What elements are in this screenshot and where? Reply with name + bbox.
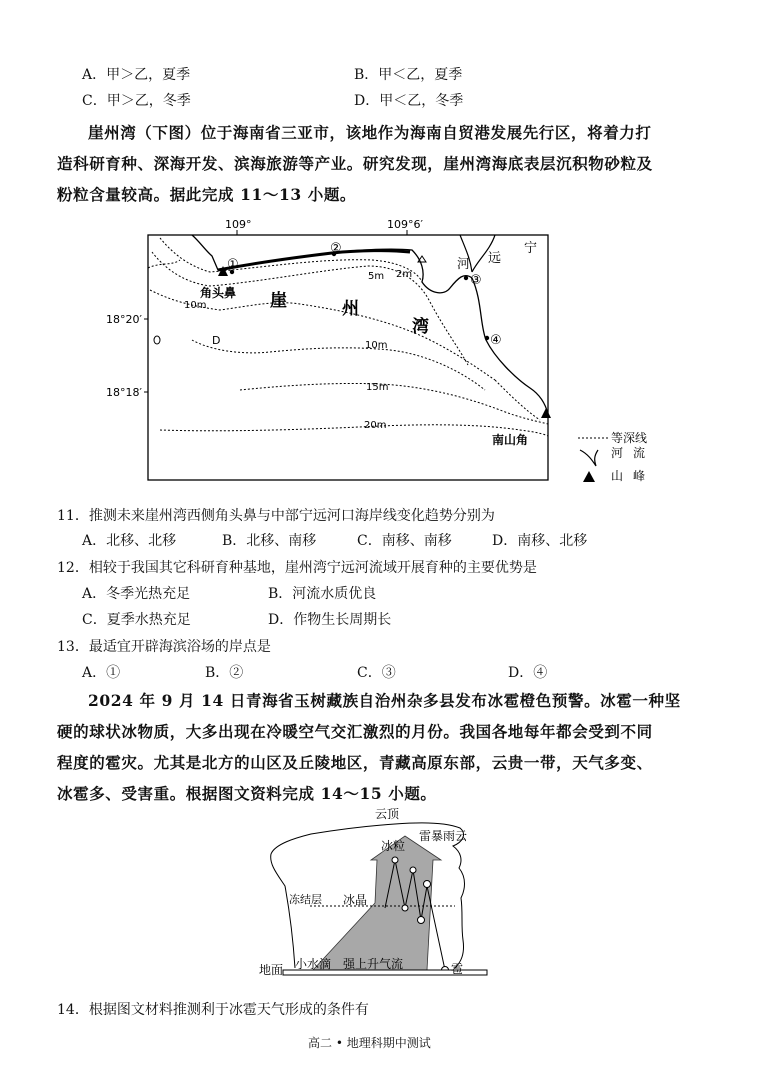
label-cape-s: 南山角 <box>492 433 529 447</box>
label-river-3: 河 <box>457 257 471 272</box>
contour-near-south <box>495 380 540 420</box>
label-river-1: 宁 <box>524 241 538 256</box>
contour-10m-b <box>192 340 485 390</box>
label-droplet: 小水滴 <box>295 957 332 971</box>
q13-option-c: C．③ <box>357 665 396 681</box>
q14-stem: 14．根据图文材料推测利于冰雹天气形成的条件有 <box>57 1002 369 1018</box>
legend-peak-1: 山 <box>611 469 624 483</box>
label-cloud-top: 云顶 <box>375 808 400 821</box>
point-4: ④ <box>490 333 502 348</box>
point-1: ① <box>227 257 239 272</box>
legend-peak-2: 峰 <box>633 469 646 483</box>
depth-label-15m: 15m <box>366 382 389 393</box>
passage-hail <box>57 685 707 809</box>
passage-yazhou-bay <box>57 117 707 210</box>
passage1-line-3: 粉粒含量较高。据此完成 11～13 小题。 <box>57 185 357 204</box>
legend-river-2: 流 <box>633 446 646 460</box>
passage2-line-4: 冰雹多、受害重。根据图文资料完成 14～15 小题。 <box>57 784 437 803</box>
lat-label-18-20: 18°20′ <box>106 313 142 326</box>
q11-option-a: A．北移、北移 <box>82 533 177 549</box>
point-3: ③ <box>470 273 482 288</box>
q13-option-b: B．② <box>205 665 244 681</box>
label-bay-2: 州 <box>342 299 359 319</box>
passage1-line-1: 崖州湾（下图）位于海南省三亚市，该地作为海南自贸港发展先行区，将着力打 <box>88 123 652 142</box>
depth-label-2m: 2m <box>396 269 413 280</box>
inlet-west <box>148 260 180 268</box>
label-bay-1: 崖 <box>270 291 287 311</box>
passage1-line-2: 造科研育种、深海开发、滨海旅游等产业。研究发现，崖州湾海底表层沉积物砂粒及 <box>57 154 653 173</box>
depth-label-10m-a: 10m <box>184 300 207 311</box>
contour-20m <box>160 425 548 436</box>
q11-option-c: C．南移、南移 <box>357 533 452 549</box>
lon-label-109-6: 109°6′ <box>387 218 423 231</box>
label-updraft: 强上升气流 <box>343 957 404 971</box>
label-cape-w: 角头鼻 <box>200 286 237 300</box>
label-d: D <box>212 334 221 347</box>
label-hail: 雹 <box>451 962 464 976</box>
q13-option-d: D．④ <box>508 665 548 681</box>
label-bay-3: 湾 <box>412 317 429 337</box>
islet <box>154 336 160 344</box>
q12-option-b: B．河流水质优良 <box>268 586 377 602</box>
legend-peak-icon <box>583 471 595 482</box>
page-footer: 高二 • 地理科期中测试 <box>308 1036 431 1050</box>
lon-label-109: 109° <box>225 218 252 231</box>
prev-option-a: A．甲＞乙，夏季 <box>82 67 191 83</box>
contour-15m <box>240 383 548 424</box>
q12-option-d: D．作物生长周期长 <box>268 612 392 628</box>
q11-option-b: B．北移、南移 <box>222 533 317 549</box>
label-freezing-layer: 冻结层 <box>289 893 322 906</box>
label-river-2: 远 <box>488 251 502 266</box>
label-ground: 地面 <box>259 963 284 977</box>
q12-option-a: A．冬季光热充足 <box>82 586 191 602</box>
depth-label-5m: 5m <box>368 271 385 282</box>
q12-stem: 12．相较于我国其它科研育种基地，崖州湾宁远河流域开展育种的主要优势是 <box>57 560 537 576</box>
prev-option-d: D．甲＜乙，冬季 <box>354 93 464 109</box>
depth-label-20m: 20m <box>364 420 387 431</box>
passage2-line-1: 2024 年 9 月 14 日青海省玉树藏族自治州杂多县发布冰雹橙色预警。冰雹一种坚 <box>88 691 681 710</box>
depth-label-10m-b: 10m <box>365 340 388 351</box>
hail-formation-diagram <box>255 808 495 983</box>
passage2-line-2: 硬的球状冰物质，大多出现在冷暖空气交汇激烈的月份。我国各地每年都会受到不同 <box>57 722 653 741</box>
prev-option-c: C．甲＞乙，冬季 <box>82 93 191 109</box>
legend-river-1: 河 <box>611 446 624 460</box>
passage2-line-3: 程度的雹灾。尤其是北方的山区及丘陵地区，青藏高原东部，云贵一带，天气多变、 <box>57 753 653 772</box>
map-frame <box>148 235 548 480</box>
q13-option-a: A．① <box>82 665 121 681</box>
label-storm-cloud: 雷暴雨云 <box>419 829 468 843</box>
prev-option-b: B．甲＜乙，夏季 <box>354 67 463 83</box>
yazhou-bay-map <box>100 210 670 492</box>
lat-label-18-18: 18°18′ <box>106 386 142 399</box>
q11-stem: 11．推测未来崖州湾西侧角头鼻与中部宁远河口海岸线变化趋势分别为 <box>57 508 495 524</box>
q11-option-d: D．南移、北移 <box>492 533 588 549</box>
label-ice-crystal: 冰晶 <box>343 893 368 907</box>
q13-stem: 13．最适宜开辟海滨浴场的岸点是 <box>57 639 271 655</box>
q12-option-c: C．夏季水热充足 <box>82 612 191 628</box>
legend-river-icon <box>580 450 598 466</box>
peak-icon-south <box>541 408 551 418</box>
point-2: ② <box>330 241 342 256</box>
legend-contour: 等深线 <box>611 431 648 445</box>
label-ice-pellet: 冰粒 <box>381 839 406 853</box>
